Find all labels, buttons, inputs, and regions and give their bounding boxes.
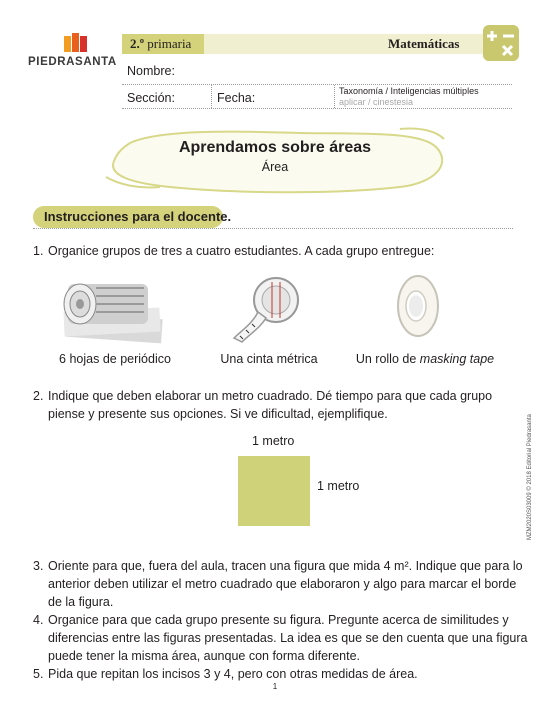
divider bbox=[211, 85, 212, 108]
publisher-logo bbox=[28, 30, 124, 70]
grade-label: 2.º primaria bbox=[130, 36, 192, 51]
step-number: 1. bbox=[33, 244, 44, 258]
taxonomy-label: Taxonomía / Inteligencias múltiples bbox=[339, 86, 479, 96]
step-text: anterior deben utilizar el metro cuadrado que elaboraron y algo para marcar el borde bbox=[48, 577, 517, 591]
newspaper-icon bbox=[60, 276, 166, 346]
step-text: Indique que deben elaborar un metro cuadrado. Dé tiempo para que cada grupo bbox=[48, 389, 493, 403]
material-caption-tape-measure: Una cinta métrica bbox=[220, 352, 318, 366]
square-side-label: 1 metro bbox=[317, 479, 360, 493]
seccion-line bbox=[122, 108, 512, 109]
taxonomy-values: aplicar / cinestesia bbox=[339, 97, 414, 107]
page-number: 1 bbox=[272, 682, 278, 691]
step-number: 2. bbox=[33, 389, 44, 403]
page-title: Aprendamos sobre áreas bbox=[178, 139, 372, 156]
divider bbox=[334, 85, 335, 108]
step-number: 4. bbox=[33, 613, 44, 627]
seccion-label: Sección: bbox=[127, 91, 175, 105]
instructions-label: Instrucciones para el docente. bbox=[44, 209, 232, 224]
material-caption-newspaper: 6 hojas de periódico bbox=[59, 352, 171, 366]
subject-label: Matemáticas bbox=[388, 36, 460, 51]
instructions-rule bbox=[33, 228, 513, 229]
nombre-label: Nombre: bbox=[127, 64, 175, 78]
step-text: Oriente para que, fuera del aula, tracen una figura que mida 4 m². Indique que para lo bbox=[48, 559, 523, 573]
step-text: Pida que repitan los incisos 3 y 4, pero con otras medidas de área. bbox=[48, 667, 418, 681]
step-number: 5. bbox=[33, 667, 44, 681]
nombre-line bbox=[122, 84, 512, 85]
step-text: Organice grupos de tres a cuatro estudiantes. A cada grupo entregue: bbox=[48, 244, 435, 258]
logo-text: PIEDRASANTA bbox=[28, 56, 117, 68]
step-number: 3. bbox=[33, 559, 44, 573]
masking-tape-icon bbox=[390, 272, 446, 344]
measuring-tape-icon bbox=[232, 272, 308, 344]
fecha-label: Fecha: bbox=[217, 91, 256, 105]
step-text: diferencias entre las figuras presentadas. La idea es que se den cuenta que una figura bbox=[48, 631, 528, 645]
square-meter bbox=[238, 456, 310, 526]
step-text: Organice para que cada grupo presente su figura. Pregunte acerca de similitudes y bbox=[48, 613, 509, 627]
step-text: puede tener la misma área, aunque con forma diferente. bbox=[48, 649, 360, 663]
step-text: piense y presente sus opciones. Si ve dificultad, ejemplifique. bbox=[48, 407, 388, 421]
side-code: MZM2020S03009 © 2018 Editorial Piedrasanta bbox=[527, 414, 533, 540]
material-caption-masking-tape: Un rollo de masking tape bbox=[355, 352, 495, 366]
page-subtitle: Área bbox=[261, 160, 289, 174]
book-logo-icon bbox=[62, 32, 90, 56]
plus-minus-times-icon bbox=[483, 25, 519, 61]
square-top-label: 1 metro bbox=[252, 434, 295, 448]
step-text: de la figura. bbox=[48, 595, 114, 609]
